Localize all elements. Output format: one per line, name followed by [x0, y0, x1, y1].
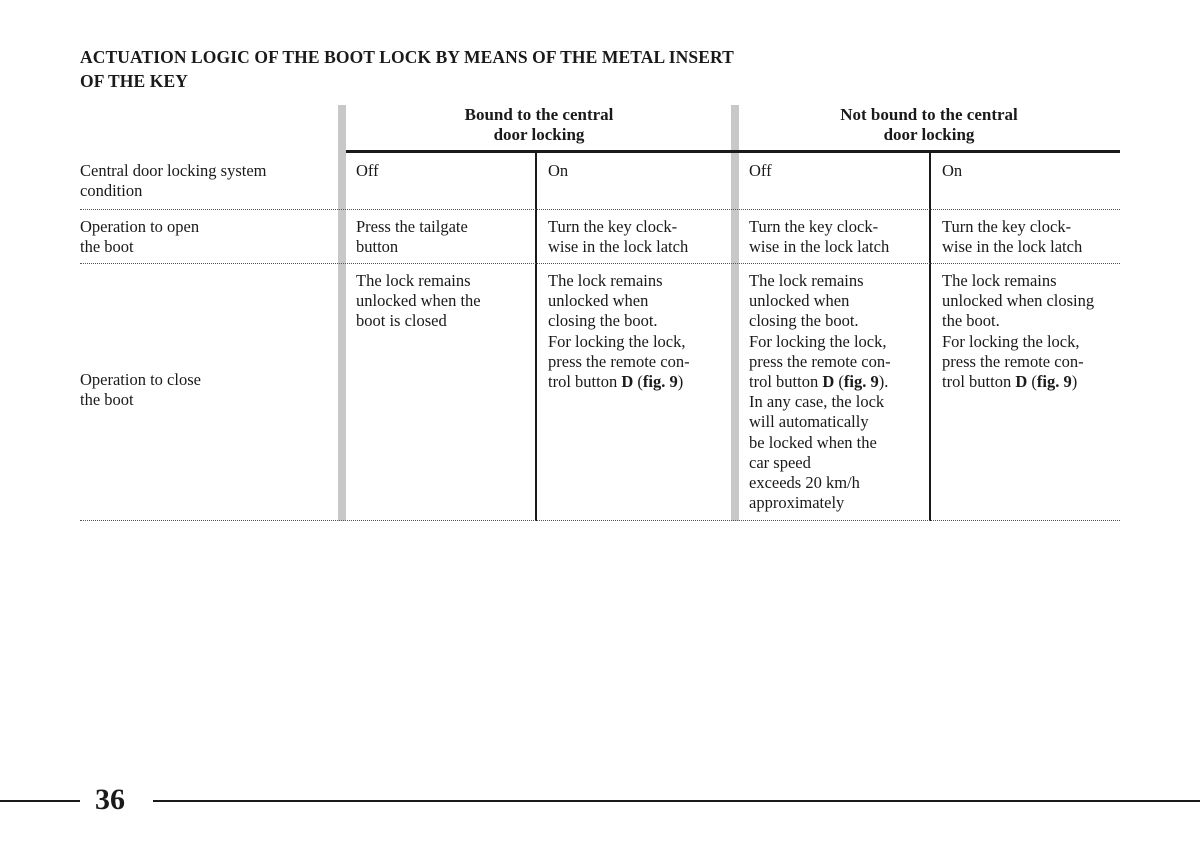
- table-cell: On: [548, 161, 569, 180]
- title-line-1: ACTUATION LOGIC OF THE BOOT LOCK BY MEANS OF THE METAL INSERT: [80, 47, 734, 67]
- table-cell: Turn the key clock- wise in the lock latch: [942, 217, 1083, 257]
- row-divider: [80, 209, 1120, 210]
- footer-rule: [0, 800, 80, 802]
- footer-rule: [153, 800, 1200, 802]
- table-cell: The lock remains unlocked when closing the boot. For locking the lock, press the remote con- trol button D (fig. 9): [548, 271, 690, 392]
- table-cell: On: [942, 161, 963, 180]
- column-separator-bar: [338, 105, 346, 521]
- row-label-condition: Central door locking system condition: [80, 161, 267, 201]
- title-line-2: OF THE KEY: [80, 71, 188, 91]
- page-title: [80, 45, 980, 93]
- table-cell: Turn the key clock- wise in the lock latch: [749, 217, 890, 257]
- header-rule: [346, 150, 1120, 153]
- table-cell: The lock remains unlocked when closing the boot. For locking the lock, press the remote con- trol button D (fig. 9). In any case, the lock will automatically be locked when the car speed exceeds 20 km/h approximately: [749, 271, 891, 513]
- table-cell: The lock remains unlocked when the boot is closed: [356, 271, 481, 331]
- row-label-close: Operation to close the boot: [80, 370, 201, 410]
- table-cell: Off: [749, 161, 772, 180]
- column-separator-bar: [731, 105, 739, 521]
- group-header-not-bound: Not bound to the central door locking: [840, 105, 1018, 144]
- row-divider: [80, 263, 1120, 264]
- table-cell: Turn the key clock- wise in the lock latch: [548, 217, 689, 257]
- row-label-open: Operation to open the boot: [80, 217, 200, 257]
- table-cell: The lock remains unlocked when closing the boot. For locking the lock, press the remote con- trol button D (fig. 9): [942, 271, 1095, 392]
- group-header-bound: Bound to the central door locking: [464, 105, 614, 144]
- page-number: 36: [95, 783, 125, 816]
- table-cell: Off: [356, 161, 379, 180]
- row-divider: [80, 520, 1120, 521]
- table-cell: Press the tailgate button: [356, 217, 468, 257]
